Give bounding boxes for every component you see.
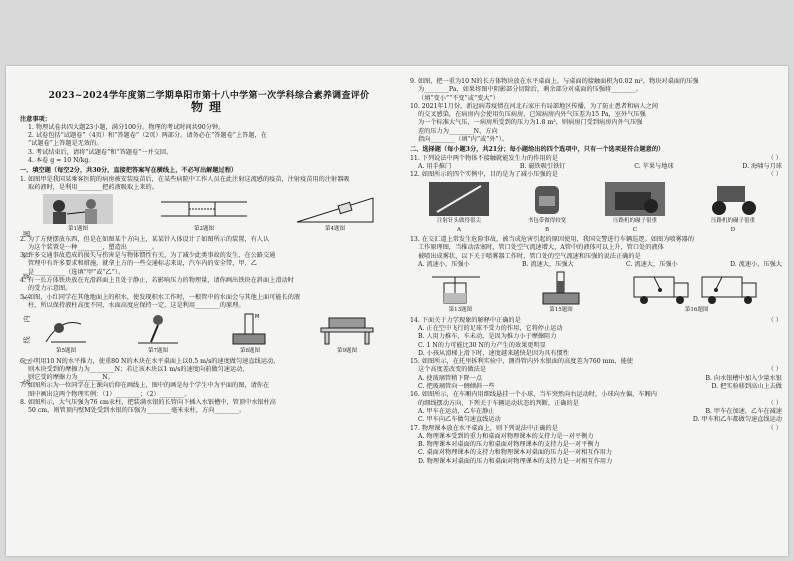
answer-paren: （ ） <box>767 154 782 162</box>
question-17-text: 17. 物理课本放在水平桌面上，则下列说法中正确的是 <box>410 424 558 432</box>
option-c: C. 把玻璃管向一侧倾斜一些 <box>418 383 495 391</box>
option-b-figure <box>527 182 567 235</box>
notes-heading: 注意事项： <box>20 115 51 123</box>
question-15: 15. 如图所示，在托里拆利实验中，测得管内外水银面的高度差为760 mm，能使 <box>410 358 633 366</box>
needle-photo <box>429 182 489 216</box>
question-15-cont <box>410 366 782 374</box>
question-1-cont: 取药液时，是利用________把药液吸取上来的。 <box>28 183 158 191</box>
question-14 <box>410 317 782 325</box>
option-d: D. 物理课本对桌面的压力和桌面对物理课本的支持力是一对相互作用力 <box>418 457 613 465</box>
question-15-text: 这个高度差改变的做法是 <box>418 366 487 374</box>
answer-paren: （ ） <box>767 316 782 324</box>
figure-caption: 第8题图 <box>240 348 260 355</box>
question-16-options-2 <box>410 416 782 424</box>
torricelli-diagram <box>531 271 591 305</box>
option-c: C. 1 N的力可能比30 N的力产生的效果更明显 <box>418 341 546 349</box>
figure-caption: 第9题图 <box>337 348 357 355</box>
figure-caption: 第2题图 <box>194 226 214 233</box>
option-letter: D <box>730 226 736 233</box>
student-leaning-diagram <box>133 312 183 346</box>
option-c: C. 流速大，压强小 <box>625 261 678 269</box>
question-8: 8. 如图所示，大气压强为76 cm汞柱，把装满水银的长管向下插入水银槽中，管顶中水银柱高 <box>20 399 276 407</box>
question-13-options <box>410 261 782 269</box>
option-a-figure <box>429 182 489 235</box>
question-16: 16. 如图所示，在车厢内用细线悬挂一个小球，当车突然向右运动时，小球向左偏，车厢内 <box>410 391 657 399</box>
question-10: 10. 2021年1月份，新冠病毒疫情在河北石家庄有局部地区传播，为了防止患者和病人之间 <box>410 102 659 110</box>
note-line: 2. 试卷包括“试题卷”（4页）和“答题卷”（2页）两部分。请务必在“答题卷”上答题，在 <box>28 132 267 140</box>
svg-text:M: M <box>255 314 260 321</box>
pipe-device-diagram <box>159 194 249 224</box>
option-d: D. 把实验移到高山上去做 <box>711 383 782 391</box>
question-9: 9. 如图，把一重为10 N的长方体物块放在水平桌面上，与桌面的接触面积为0.02 m²，物块对桌面的压强 <box>410 78 699 85</box>
question-13: 13. 在交汇道上常发生危险事故，被当成危害引起的原因使用，我国交警进行车辆巡逻。如图为喷雾器的 <box>410 236 695 244</box>
question-12 <box>410 171 782 179</box>
question-12-figures <box>410 182 782 235</box>
answer-paren: （ ） <box>767 171 782 179</box>
question-14-text: 14. 下面关于力学现象的解释中正确的是 <box>410 316 521 324</box>
option-c: C. 桌面对物理课本的支持力和物理课本对桌面的压力是一对相互作用力 <box>418 449 613 457</box>
left-column <box>20 66 398 554</box>
figure-q13 <box>430 271 490 314</box>
figure-caption: 第5题图 <box>56 348 76 355</box>
figure-caption: 注射针头做得很尖 <box>436 217 481 224</box>
question-4-cont: 的受力示意图。 <box>28 285 72 293</box>
figure-caption: 第1题图 <box>68 226 88 233</box>
question-16-options-1 <box>410 408 782 416</box>
question-10-cont: 的交叉感染，在病房内会使用负压病房，已知病房内外气压差为15 Pa，室外气压强 <box>418 111 646 119</box>
figure-caption: 第16题图 <box>684 307 709 314</box>
option-c: C. 苹果与地球 <box>634 162 674 170</box>
question-5: 5. 如图，小红同学在其他地面上的积水，使发现积水工作时，一根管中的水面会与其他上面可能长的液 <box>20 293 301 301</box>
option-b: B. 磁铁吸引铁钉 <box>519 162 566 170</box>
option-d: D. 海啸与月球 <box>742 162 782 170</box>
trucks-diagram <box>632 271 762 305</box>
option-c-figure <box>605 182 665 235</box>
section-fill-in: 一、填空题（每空2分，共30分，直接把答案写在横线上，不必写出解题过程） <box>20 167 238 175</box>
figure-row-2 <box>20 312 398 355</box>
option-letter: A <box>457 226 461 233</box>
question-9-cont: 为________Pa，如果将图中阴影部分切除后，剩余部分对桌面的压强将________。 <box>418 86 643 94</box>
option-b: B. 甲车在加速，乙车在减速 <box>705 407 782 415</box>
option-d-figure <box>703 182 763 235</box>
figure-caption: 压路机的碾子很重 <box>710 217 755 224</box>
question-10-cont: 为一个标准大气压，一病房所受到的压力为1.8 m²，则病房门受到病房内外气压强 <box>418 119 643 127</box>
figure-q8 <box>225 312 275 355</box>
figure-caption: 第15题图 <box>549 307 573 314</box>
figure-q2 <box>159 194 249 233</box>
figure-q16 <box>632 271 762 314</box>
note-line: “试题卷”上答题是无效的。 <box>28 140 103 148</box>
question-15-options-1 <box>410 375 782 383</box>
figure-caption: 书包带做得较宽 <box>527 217 567 224</box>
option-b: B. 物理课本对桌面的压力和桌面对物理课本的支持力是一对平衡力 <box>418 441 600 449</box>
exam-title: 2023~2024学年度第二学期阜阳市第十八中学第一次学科综合素养调查评价 <box>48 91 370 101</box>
option-b: B. 流速大，压强大 <box>521 261 574 269</box>
option-b: B. 人用力推车，车未动，是因为推力小于摩擦阻力 <box>418 333 557 341</box>
question-3-cont: 是__________（选填“甲”或“乙”）。 <box>28 268 125 276</box>
option-d: D. 流速小，压强大 <box>729 261 782 269</box>
backpack-photo <box>527 182 567 216</box>
question-3: 3. 许多交通事故造成的损失与伤害是与物体惯性有关，为了减少此类事故的发生，在公路交通 <box>20 252 276 260</box>
figure-q1 <box>43 194 113 233</box>
answer-paren: （ ） <box>767 424 782 432</box>
question-2-cont: 为这个装置是一种________，塑造出________。 <box>28 243 158 251</box>
figure-q5 <box>41 312 91 355</box>
binding-line-note: 装 订 线 内 不 要 答 题 <box>23 224 31 386</box>
sprayer-diagram <box>430 271 490 305</box>
question-10-cont: 指向________（填“内”或“外”）。 <box>418 136 508 144</box>
option-a: A. 流速小，压强小 <box>418 261 470 269</box>
figure-q7 <box>133 312 183 355</box>
figure-caption: 压路机的碾子很重 <box>612 217 657 224</box>
question-6: 6. 小明用10 N的水平推力，使重80 N的木块在水平桌面上以0.5 m/s的速度做匀速直线运动， <box>20 357 280 365</box>
question-1: 1. 如图甲是我国某乘客医院的病房被安装疫苗后，在某些病院中工作人员在此注射这流感的疫苗，注射疫苗用的注射器吸 <box>20 175 350 183</box>
vaccination-photo-illustration <box>43 194 113 224</box>
question-4: 4. 有一长方体铁块放在光滑斜面上且处于静止，若影响压力的物理量，请你画出铁块在斜面上滑动时 <box>20 277 294 285</box>
question-3-cont: 管理中有许多要求和措施，就拿上方的一些交通标志来说，汽车内的安全带，甲、乙 <box>28 260 257 268</box>
question-2: 2. 为了方便摆放东西，但是在如图某个方向上，某某针入体设计了如图所示的装置，有人认 <box>20 235 270 243</box>
figure-q15 <box>531 271 591 314</box>
road-roller-photo <box>703 182 763 216</box>
option-a: A. 甲车在运动，乙车在静止 <box>418 407 495 415</box>
question-7: 7. 如图所示为一位同学在上课向后仰在画线上，图中的画是每个学生中为平面的图，请你在 <box>20 382 270 390</box>
figure-row-right <box>410 271 782 314</box>
question-17 <box>410 425 782 433</box>
question-6-cont: 则它受的摩擦力为________N。 <box>28 374 114 382</box>
incline-block-diagram <box>295 194 375 224</box>
option-d: D. 甲车和乙车都做匀速直线运动 <box>692 416 782 424</box>
water-level-diagram <box>41 312 91 346</box>
option-c: C. 甲车向乙车做匀速直线运动 <box>418 416 501 424</box>
section-choice: 二、选择题（每小题3分，共21分；每小题给出的四个选项中，只有一个选项是符合题意的） <box>410 146 665 154</box>
question-13-cont: 被喷出成雾状，以下关于喷雾器工作时，管口处的空气流速和压强的说法正确的是 <box>418 252 641 260</box>
figure-q4 <box>295 194 375 233</box>
figure-q9 <box>317 312 377 355</box>
question-16-text: 的细线摆动方向，下列关于车辆运动状态的判断，正确的是 <box>418 399 579 407</box>
exam-sheet <box>6 66 788 556</box>
question-11 <box>410 155 782 163</box>
option-a: A. 使玻璃管稍下降一点 <box>418 374 483 382</box>
question-8-cont: 50 cm，则管顶内壁M处受到水银的压强为________毫米汞柱，方向________。 <box>28 407 246 415</box>
question-9-cont: （填“变小”“不变”或“变大”） <box>418 94 499 102</box>
note-line: 3. 考试结束后，请将“试题卷”和“答题卷”一并交回。 <box>28 148 173 156</box>
option-letter: C <box>632 226 638 233</box>
question-5-cont: 柱，所以保持液柱高度不同，水面高度应保持一定，这是利用________的原理。 <box>28 301 245 309</box>
option-letter: B <box>544 226 550 233</box>
figure-caption: 第7题图 <box>148 348 168 355</box>
question-12-text: 12. 如图所示的四个实例中，目的是为了减小压强的是 <box>410 171 558 179</box>
right-column <box>410 66 782 554</box>
note-line: 1. 物理试卷共四大题23小题，满分100分。物理的考试时间共90分钟。 <box>28 123 225 131</box>
note-line: 4. 本卷 g = 10 N/kg。 <box>28 157 95 165</box>
question-11-text: 11. 下列说法中两个物体不接触就能发生力的作用的是 <box>410 154 558 162</box>
question-10-cont: 差的压力为________N，方向 <box>418 127 498 135</box>
machine-photo <box>605 182 665 216</box>
answer-paren: （ ） <box>767 366 782 374</box>
subject-title: 物理 <box>190 100 227 115</box>
answer-paren: （ ） <box>767 399 782 407</box>
option-a: A. 物理课本受到的重力和桌面对物理课本的支持力是一对平衡力 <box>418 432 594 440</box>
question-6-cont: 则木块受到的摩擦力为________N；若让该木块以1 m/s的速度向前做匀速运动， <box>28 365 249 373</box>
mercury-tube-diagram <box>225 312 275 346</box>
option-a: A. 用手推门 <box>418 162 452 170</box>
question-16-cont <box>410 400 782 408</box>
figure-caption: 第13题图 <box>448 307 473 314</box>
block-on-table-diagram <box>317 312 377 346</box>
figure-row-1 <box>20 194 398 233</box>
figure-caption: 第4题图 <box>325 226 345 233</box>
question-13-cont: 工作原理图，当推动活塞时，管口处空气流速增大，A管中的液体可以上升，管口处的液体 <box>418 244 664 252</box>
option-b: B. 向水银槽中加入少量水银 <box>705 374 782 382</box>
option-a: A. 正在空中飞行的足球不受力的作用，它将停止运动 <box>418 324 563 332</box>
option-d: D. 小孩从滑梯上滑下时，速度越来越快是因为具有惯性 <box>418 349 569 357</box>
question-7-cont: 图中画出这两个物理实例：（1）________；（2）________。 <box>28 390 191 398</box>
